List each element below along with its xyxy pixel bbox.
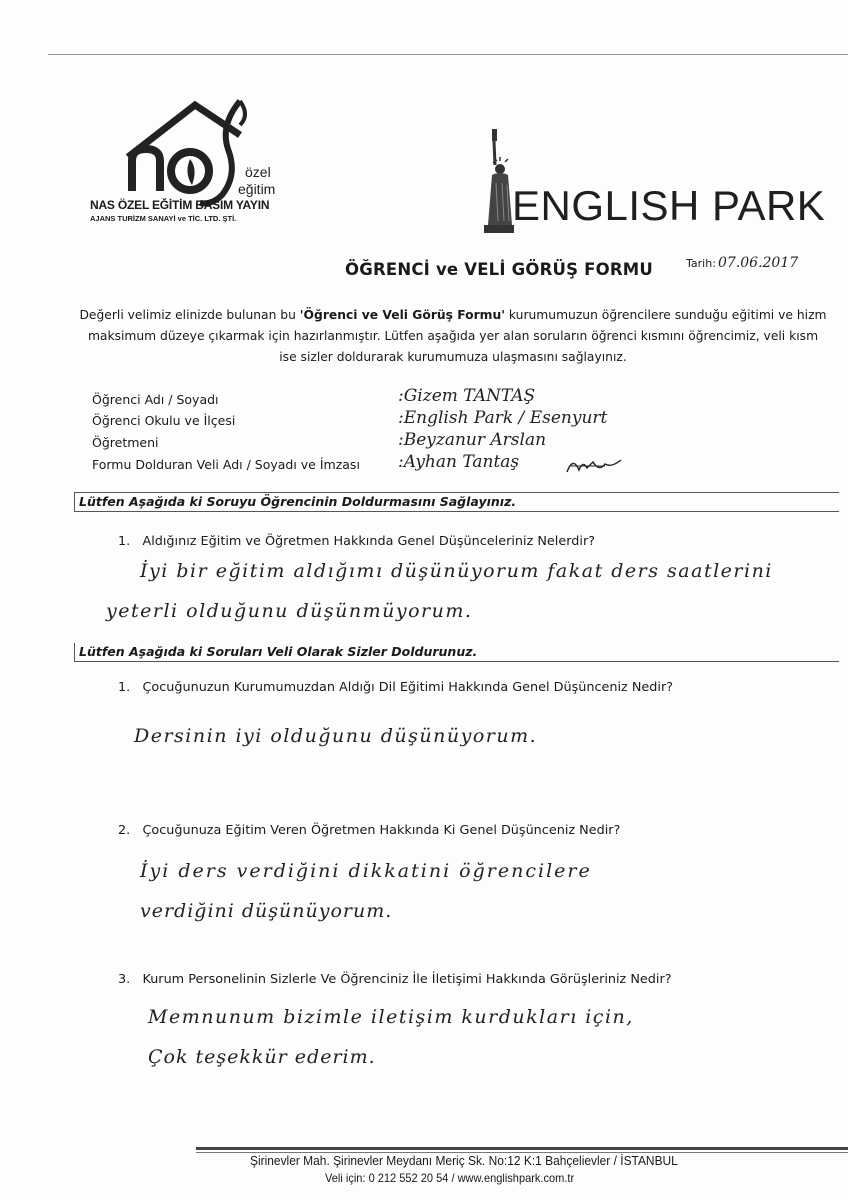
date-label: Tarih:	[686, 257, 716, 270]
parent-answer-1-line-1: Dersinin iyi olduğunu düşünüyorum.	[134, 725, 538, 747]
student-answer-1-line-2: yeterli olduğunu düşünmüyorum.	[106, 600, 473, 622]
top-rule	[48, 54, 848, 55]
student-name-value: :Gizem TANTAŞ	[398, 386, 536, 406]
parent-name-label: Formu Dolduran Veli Adı / Soyadı ve İmzası	[92, 457, 360, 472]
intro-line-3: ise sizler doldurarak kurumumuza ulaşmasını sağlayınız.	[279, 350, 627, 364]
nas-caption-title: NAS ÖZEL EĞİTİM BASIM YAYIN	[90, 198, 270, 212]
form-title: ÖĞRENCİ ve VELİ GÖRÜŞ FORMU	[345, 260, 653, 279]
parent-answer-2-line-2: verdiğini düşünüyorum.	[140, 900, 393, 922]
english-park-logo-text: ENGLISH PARK	[512, 182, 826, 229]
parent-answer-2-line-1: İyi ders verdiğini dikkatini öğrencilere	[140, 860, 592, 882]
student-question-1: 1. Aldığınız Eğitim ve Öğretmen Hakkında Genel Düşünceleriniz Nelerdir?	[118, 534, 596, 549]
svg-text:eğitim: eğitim	[238, 181, 276, 197]
footer-address: Şirinevler Mah. Şirinevler Meydanı Meriç Sk. No:12 K:1 Bahçelievler / İSTANBUL	[250, 1153, 678, 1168]
footer-rule-thick	[196, 1147, 848, 1150]
student-name-label: Öğrenci Adı / Soyadı	[92, 392, 219, 407]
intro-line-1: Değerli velimiz elinizde bulunan bu 'Öğrenci ve Veli Görüş Formu' kurumumuzun öğrencilere sunduğu eğitimi ve hizm	[79, 308, 827, 322]
parent-answer-3-line-1: Memnunum bizimle iletişim kurdukları için,	[148, 1006, 634, 1028]
parent-question-1: 1. Çocuğunuzun Kurumumuzdan Aldığı Dil Eğitimi Hakkında Genel Düşünceniz Nedir?	[118, 680, 674, 695]
parent-name-value: :Ayhan Tantaş	[398, 452, 520, 472]
student-answer-1-line-1: İyi bir eğitim aldığımı düşünüyorum fakat ders saatlerini	[140, 560, 773, 582]
intro-line-2: maksimum düzeye çıkarmak için hazırlanmıştır. Lütfen aşağıda yer alan soruların öğrenci kısmını öğrencimiz, veli kısm	[87, 329, 819, 343]
footer-contact: Veli için: 0 212 552 20 54 / www.englishpark.com.tr	[325, 1171, 575, 1185]
parent-signature	[565, 454, 625, 476]
student-school-value: :English Park / Esenyurt	[398, 408, 608, 428]
teacher-value: :Beyzanur Arslan	[398, 430, 547, 450]
student-section-header: Lütfen Aşağıda ki Soruyu Öğrencinin Doldurmasını Sağlayınız.	[74, 492, 839, 512]
date-value: 07.06.2017	[718, 255, 799, 271]
parent-answer-3-line-2: Çok teşekkür ederim.	[148, 1046, 376, 1068]
intro-paragraph	[58, 305, 848, 368]
parent-question-3: 3. Kurum Personelinin Sizlerle Ve Öğrenciniz İle İletişimi Hakkında Görüşleriniz Nedir?	[118, 972, 672, 987]
nas-caption-subtitle: AJANS TURİZM SANAYİ ve TİC. LTD. ŞTİ.	[90, 214, 237, 223]
svg-text:özel: özel	[245, 164, 271, 180]
student-school-label: Öğrenci Okulu ve İlçesi	[92, 413, 236, 428]
teacher-label: Öğretmeni	[92, 435, 159, 450]
parent-question-2: 2. Çocuğunuza Eğitim Veren Öğretmen Hakkında Ki Genel Düşünceniz Nedir?	[118, 823, 621, 838]
parent-section-header: Lütfen Aşağıda ki Soruları Veli Olarak Sizler Doldurunuz.	[74, 643, 839, 662]
